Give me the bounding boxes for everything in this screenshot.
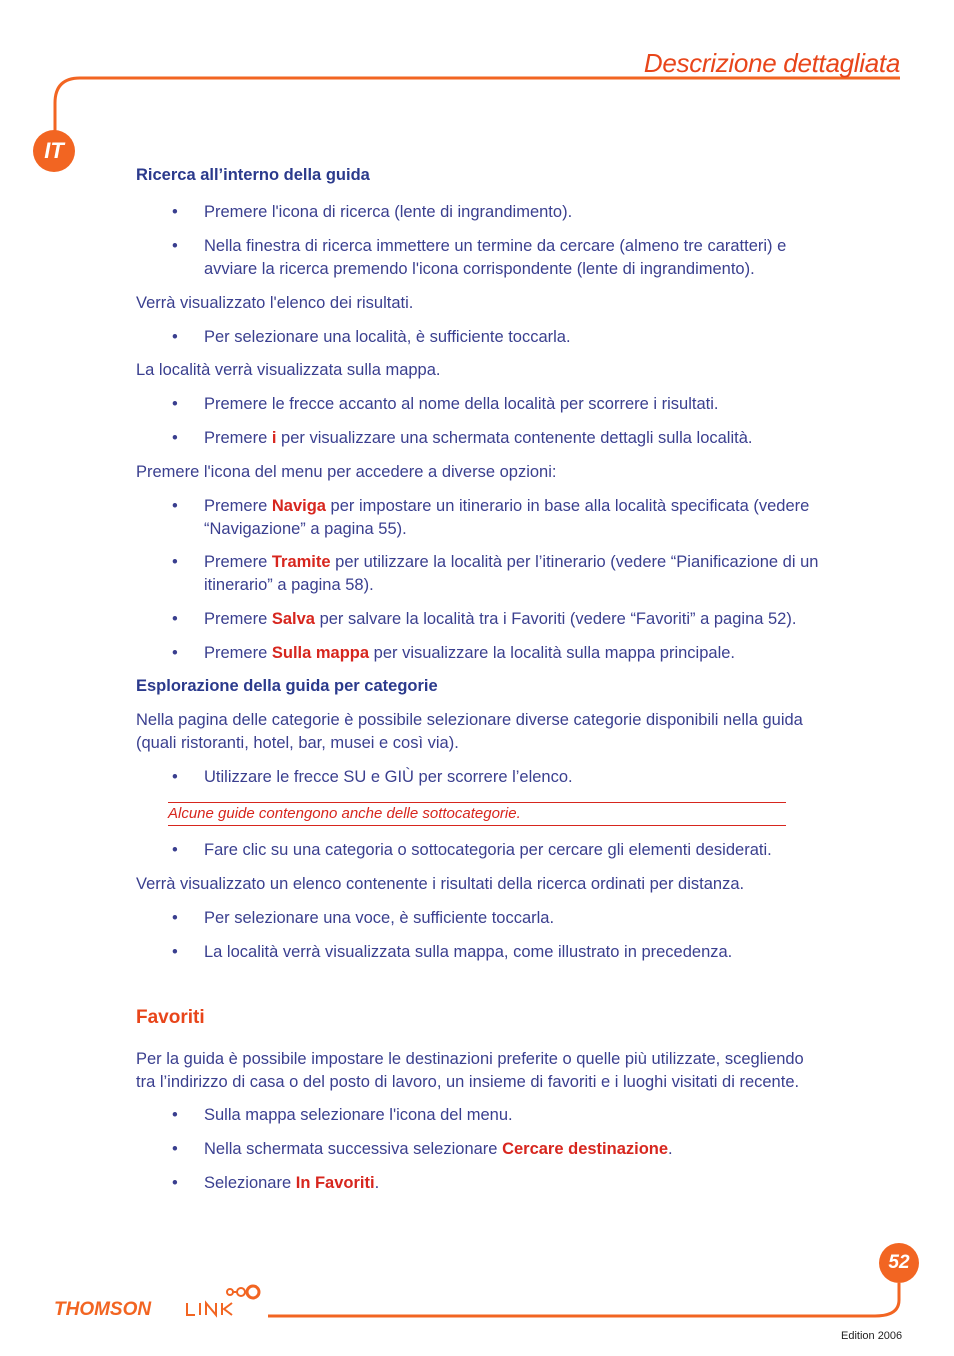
note-box: Alcune guide contengono anche delle sottocategorie. — [168, 802, 786, 826]
bullet-item: • Premere Naviga per impostare un itinerario in base alla località specificata (vedere “Navigazione” a pagina 55). — [204, 495, 824, 541]
chapter-title: Descrizione dettagliata — [643, 48, 900, 78]
svg-text:THOMSON: THOMSON — [54, 1299, 152, 1320]
edition-label: Edition 2006 — [841, 1330, 903, 1342]
bullet-item: • Premere le frecce accanto al nome della località per scorrere i risultati. — [204, 393, 824, 416]
bullet-item: • Utilizzare le frecce SU e GIÙ per scorrere l’elenco. — [204, 766, 824, 789]
highlight-term: Sulla mappa — [271, 644, 370, 662]
paragraph: La località verrà visualizzata sulla mappa. — [136, 361, 441, 379]
thomson-link-logo — [54, 1283, 269, 1323]
bullet-item: • Selezionare In Favoriti. — [204, 1172, 824, 1195]
bullet-item: • Sulla mappa selezionare l'icona del menu. — [204, 1104, 824, 1127]
bullet-item: • Fare clic su una categoria o sottocategoria per cercare gli elementi desiderati. — [204, 839, 824, 862]
section-heading-search: Ricerca all’interno della guida — [136, 166, 370, 184]
paragraph: Nella pagina delle categorie è possibile selezionare diverse categorie disponibili nella guida (quali ristoranti, hotel, bar, musei e così via). — [136, 711, 803, 752]
highlight-term: In Favoriti — [295, 1174, 375, 1192]
highlight-term: Cercare destinazione — [502, 1140, 669, 1158]
bullet-item: • La località verrà visualizzata sulla mappa, come illustrato in precedenza. — [204, 941, 824, 964]
bullet-item: • Premere Salva per salvare la località tra i Favoriti (vedere “Favoriti” a pagina 52). — [204, 608, 824, 631]
bullet-item: • Premere Sulla mappa per visualizzare la località sulla mappa principale. — [204, 642, 824, 665]
bullet-item: • Premere l'icona di ricerca (lente di ingrandimento). — [204, 201, 824, 224]
bullet-item: • Nella finestra di ricerca immettere un termine da cercare (almeno tre caratteri) e avviare la ricerca premendo l'icona corrispondente (lente di ingrandimento). — [204, 235, 824, 281]
bullet-item: • Premere Tramite per utilizzare la località per l’itinerario (vedere “Pianificazione di un itinerario” a pagina 58). — [204, 551, 824, 597]
highlight-term: i — [271, 429, 277, 447]
highlight-term: Tramite — [271, 553, 331, 571]
section-heading-favorites: Favoriti — [136, 1007, 205, 1028]
paragraph: Verrà visualizzato un elenco contenente i risultati della ricerca ordinati per distanza. — [136, 875, 745, 893]
page-number-badge: 52 — [879, 1243, 919, 1283]
bullet-item: • Premere i per visualizzare una schermata contenente dettagli sulla località. — [204, 427, 824, 450]
highlight-term: Naviga — [271, 497, 326, 515]
language-badge: IT — [33, 130, 75, 172]
paragraph: Per la guida è possibile impostare le destinazioni preferite o quelle più utilizzate, scegliendo tra l’indirizzo di casa o del posto di lavoro, un insieme di favoriti e i luoghi visitati di recente. — [136, 1050, 804, 1091]
bullet-item: • Per selezionare una località, è sufficiente toccarla. — [204, 326, 824, 349]
paragraph: Verrà visualizzato l'elenco dei risultati. — [136, 294, 414, 312]
bullet-item: • Nella schermata successiva selezionare Cercare destinazione. — [204, 1138, 824, 1161]
highlight-term: Salva — [271, 610, 315, 628]
bullet-item: • Per selezionare una voce, è sufficiente toccarla. — [204, 907, 824, 930]
section-heading-categories: Esplorazione della guida per categorie — [136, 677, 438, 695]
paragraph: Premere l'icona del menu per accedere a diverse opzioni: — [136, 463, 557, 481]
